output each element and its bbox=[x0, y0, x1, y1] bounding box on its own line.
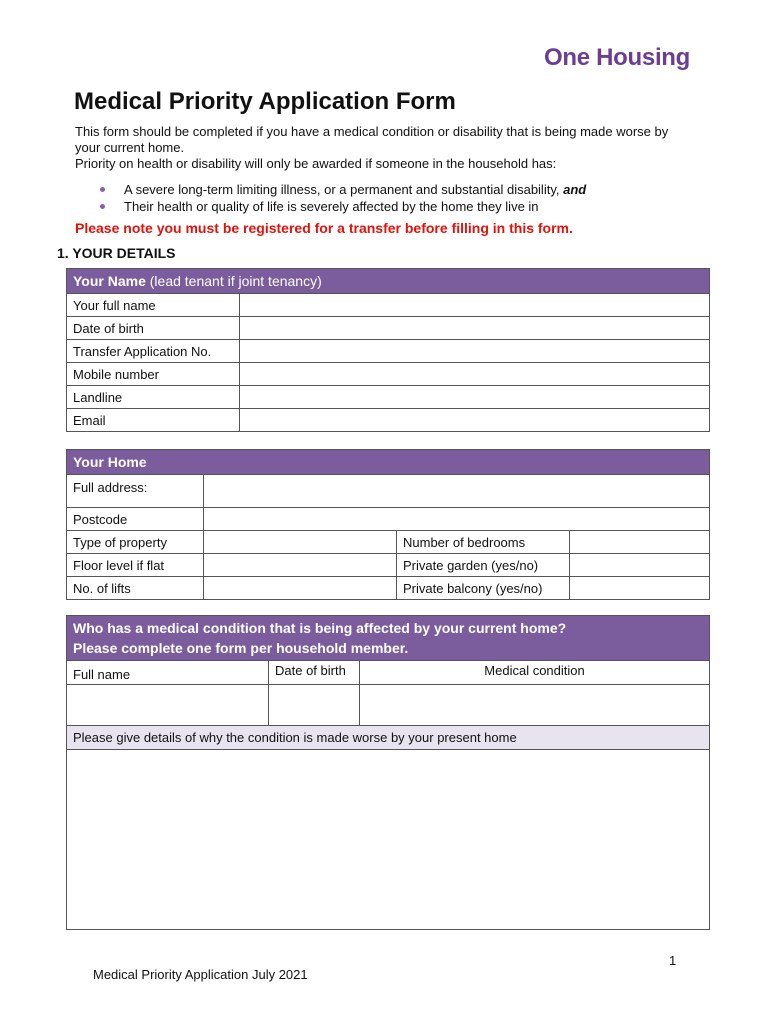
bullet-icon bbox=[100, 187, 105, 192]
field-label-email: Email bbox=[67, 409, 240, 432]
intro-line-1: This form should be completed if you have a medical condition or disability that is being made worse by your current home. bbox=[75, 124, 669, 155]
medical-heading-line-1: Who has a medical condition that is being affected by your current home? bbox=[73, 620, 567, 636]
transfer-application-no-input[interactable] bbox=[240, 340, 710, 363]
details-label: Please give details of why the condition is made worse by your present home bbox=[67, 726, 710, 750]
intro-text bbox=[75, 124, 695, 172]
field-label-transfer-application-no: Transfer Application No. bbox=[67, 340, 240, 363]
medical-condition-table bbox=[66, 615, 710, 930]
column-header-full-name: Full name bbox=[67, 661, 269, 685]
column-header-medical-condition: Medical condition bbox=[360, 661, 710, 685]
field-label-postcode: Postcode bbox=[67, 508, 204, 531]
landline-input[interactable] bbox=[240, 386, 710, 409]
your-home-header bbox=[67, 450, 710, 475]
field-label-full-name: Your full name bbox=[67, 294, 240, 317]
field-label-mobile-number: Mobile number bbox=[67, 363, 240, 386]
column-header-date-of-birth: Date of birth bbox=[269, 661, 360, 685]
your-name-heading: Your Name bbox=[73, 273, 146, 289]
floor-level-input[interactable] bbox=[204, 554, 397, 577]
date-of-birth-input[interactable] bbox=[240, 317, 710, 340]
field-label-type-of-property: Type of property bbox=[67, 531, 204, 554]
number-of-bedrooms-input[interactable] bbox=[570, 531, 710, 554]
your-home-table bbox=[66, 449, 710, 600]
field-label-date-of-birth: Date of birth bbox=[67, 317, 240, 340]
page-number: 1 bbox=[669, 953, 677, 968]
full-name-input[interactable] bbox=[240, 294, 710, 317]
field-label-no-of-lifts: No. of lifts bbox=[67, 577, 204, 600]
footer-text: Medical Priority Application July 2021 bbox=[93, 967, 308, 982]
full-address-input[interactable] bbox=[204, 475, 710, 508]
medical-header bbox=[67, 616, 710, 661]
your-home-heading: Your Home bbox=[73, 454, 147, 470]
field-label-floor-level: Floor level if flat bbox=[67, 554, 204, 577]
mobile-number-input[interactable] bbox=[240, 363, 710, 386]
section-your-details-heading: 1. YOUR DETAILS bbox=[57, 245, 176, 261]
criteria-item-2-text: Their health or quality of life is severely affected by the home they live in bbox=[124, 199, 539, 214]
field-label-full-address: Full address: bbox=[67, 475, 204, 508]
page-title: Medical Priority Application Form bbox=[74, 88, 456, 115]
condition-details-textarea[interactable] bbox=[67, 750, 710, 930]
bullet-icon bbox=[100, 204, 105, 209]
one-housing-logo: One Housing bbox=[544, 44, 691, 71]
field-label-private-balcony: Private balcony (yes/no) bbox=[397, 577, 570, 600]
postcode-input[interactable] bbox=[204, 508, 710, 531]
member-medical-condition-input[interactable] bbox=[360, 685, 710, 726]
your-name-heading-note: (lead tenant if joint tenancy) bbox=[145, 273, 322, 289]
private-balcony-input[interactable] bbox=[570, 577, 710, 600]
member-date-of-birth-input[interactable] bbox=[269, 685, 360, 726]
your-name-header bbox=[67, 269, 710, 294]
private-garden-input[interactable] bbox=[570, 554, 710, 577]
criteria-item-1-emphasis: and bbox=[563, 182, 587, 197]
your-name-table bbox=[66, 268, 710, 432]
medical-heading-line-2: Please complete one form per household member. bbox=[73, 640, 409, 656]
member-full-name-input[interactable] bbox=[67, 685, 269, 726]
criteria-item-2 bbox=[100, 198, 586, 215]
criteria-item-1-text: A severe long-term limiting illness, or a permanent and substantial disability, bbox=[124, 182, 564, 197]
field-label-landline: Landline bbox=[67, 386, 240, 409]
field-label-private-garden: Private garden (yes/no) bbox=[397, 554, 570, 577]
no-of-lifts-input[interactable] bbox=[204, 577, 397, 600]
field-label-number-of-bedrooms: Number of bedrooms bbox=[397, 531, 570, 554]
type-of-property-input[interactable] bbox=[204, 531, 397, 554]
intro-line-2: Priority on health or disability will only be awarded if someone in the household has: bbox=[75, 156, 557, 171]
criteria-item-1 bbox=[100, 181, 586, 198]
criteria-list bbox=[100, 181, 586, 215]
registration-notice: Please note you must be registered for a transfer before filling in this form. bbox=[75, 220, 573, 236]
email-input[interactable] bbox=[240, 409, 710, 432]
